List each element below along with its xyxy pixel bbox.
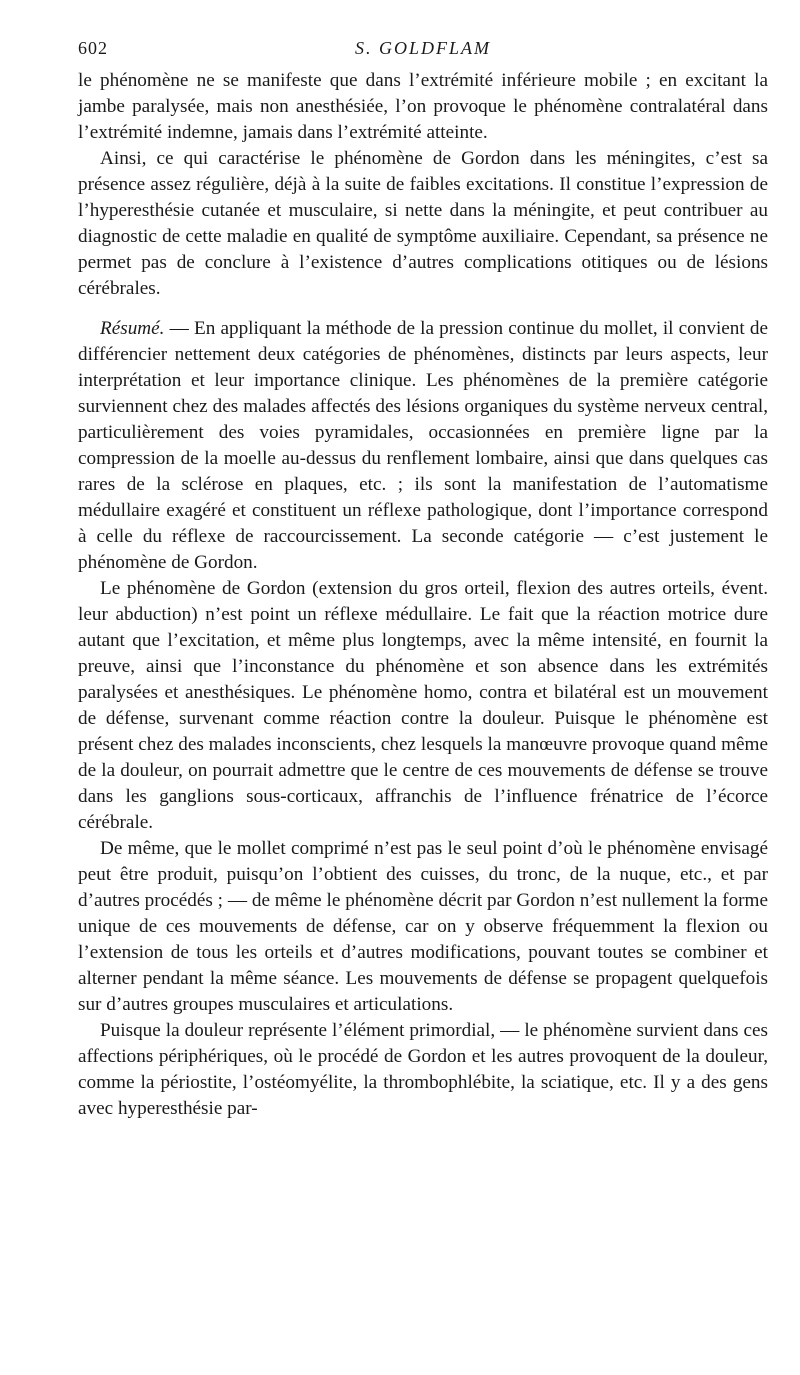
paragraph-defense-movements: De même, que le mollet comprimé n’est pas le seul point d’où le phénomène envisagé peut être produit, puisqu’on l’obtient des cuisses, du tronc, de la nuque, etc., et par d’autres procédés ; — de même le phénomène décrit par Gordon n’est nullement la forme unique de ces mouvements de défense, car on y observe fréquemment la flexion ou l’extension de tous les orteils et d’autres modifications, pouvant toutes se combiner et alterner pendant la même séance. Les mouvements de défense se propagent quelquefois sur d’autres groupes musculaires et articulations. (78, 838, 768, 1015)
page-header (78, 38, 768, 68)
paragraph-continuation: le phénomène ne se manifeste que dans l’extrémité inférieure mobile ; en excitant la jambe paralysée, mais non anesthésiée, l’on provoque le phénomène contralatéral dans l’extrémité indemne, jamais dans l’extrémité atteinte. (78, 70, 768, 143)
resume-text: — En appliquant la méthode de la pression continue du mollet, il convient de différencier nettement deux catégories de phénomènes, distincts par leurs aspects, leur interprétation et leur importance clinique. Les phénomènes de la première catégorie surviennent chez des malades affectés des lésions organiques du système nerveux central, particulièrement des voies pyramidales, occasionnées en première ligne par la compression de la moelle au-dessus du renflement lombaire, ainsi que dans quelques cas rares de la sclérose en plaques, etc. ; ils sont la manifestation de l’automatisme médullaire exagéré et constituent un réflexe pathologique, dont l’importance correspond à celle du réflexe de raccourcissement. La seconde catégorie — c’est justement le phénomène de Gordon. (78, 318, 768, 573)
resume-label: Résumé. (100, 318, 165, 339)
running-head: S. GOLDFLAM (354, 38, 491, 58)
paragraph-gordon-phenomenon: Le phénomène de Gordon (extension du gros orteil, flexion des autres orteils, évent. leur abduction) n’est point un réflexe médullaire. Le fait que la réaction motrice dure autant que l’excitation, et même plus longtemps, avec la même intensité, en fournit la preuve, ainsi que l’inconstance du phénomène et son absence dans les extrémités paralysées et anesthésiques. Le phénomène homo, contra et bilatéral est un mouvement de défense, survenant comme réaction contre la douleur. Puisque le phénomène est présent chez des malades inconscients, chez lesquels la manœuvre provoque quand même de la douleur, on pourrait admettre que le centre de ces mouvements de défense se trouve dans les ganglions sous-corticaux, affranchis de l’influence frénatrice de l’écorce cérébrale. (78, 578, 768, 833)
page (78, 38, 768, 1122)
body-text (78, 68, 768, 1122)
paragraph-pain: Puisque la douleur représente l’élément primordial, — le phénomène survient dans ces affections périphériques, où le procédé de Gordon et les autres provoquent de la douleur, comme la périostite, l’ostéomyélite, la thrombophlébite, la sciatique, etc. Il y a des gens avec hyperesthésie par- (78, 1020, 768, 1119)
paragraph-meningitis: Ainsi, ce qui caractérise le phénomène de Gordon dans les méningites, c’est sa présence assez régulière, déjà à la suite de faibles excitations. Il constitue l’expression de l’hyperesthésie cutanée et musculaire, si nette dans la méningite, et peut contribuer au diagnostic de cette maladie en qualité de symptôme auxiliaire. Cependant, sa présence ne permet pas de conclure à l’existence d’autres complications otitiques ou de lésions cérébrales. (78, 148, 768, 299)
page-number: 602 (78, 38, 108, 58)
resume-paragraph (78, 316, 768, 576)
